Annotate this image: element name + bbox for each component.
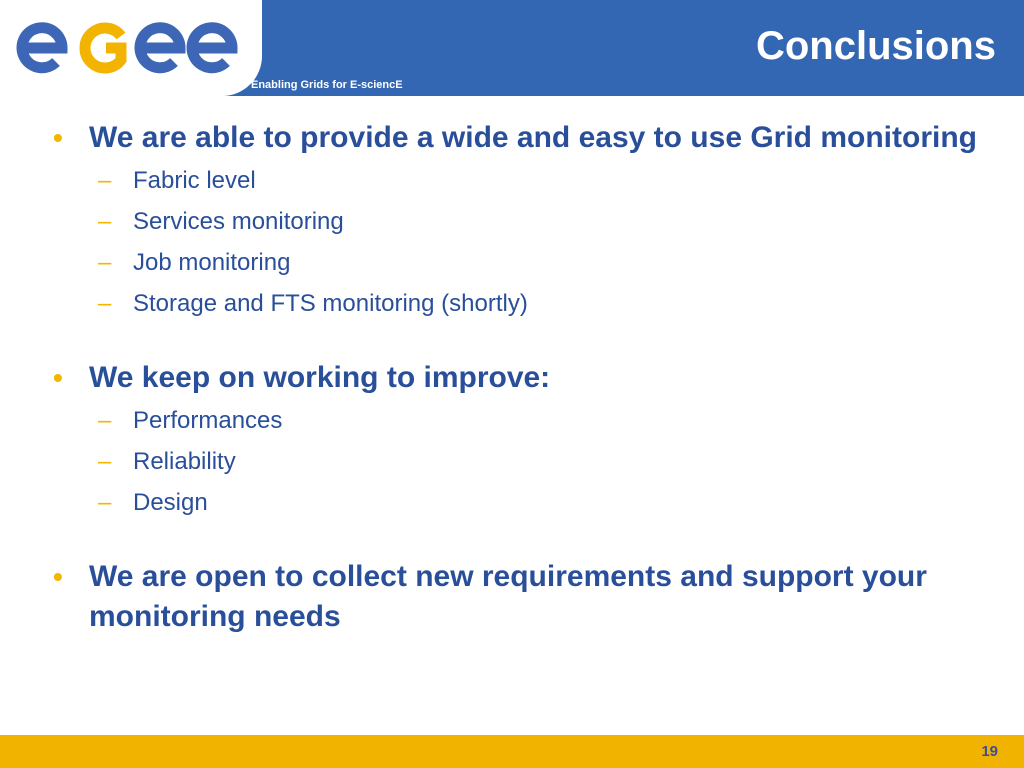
sub-list: [48, 400, 988, 523]
spacer: [48, 523, 988, 557]
bullet-item: [48, 358, 988, 398]
dash-icon: –: [98, 407, 112, 434]
bullet-item: [48, 557, 988, 637]
slide-title: Conclusions: [755, 24, 996, 68]
sub-item-text: Services monitoring: [133, 208, 344, 235]
sub-item-text: Performances: [133, 407, 283, 434]
egee-logo: [10, 14, 238, 80]
sub-item: [48, 482, 988, 523]
dash-icon: –: [98, 489, 112, 516]
sub-item: [48, 283, 988, 324]
header-bar: [0, 0, 1024, 96]
dash-icon: –: [98, 249, 112, 276]
sub-list: [48, 160, 988, 324]
sub-item-text: Design: [133, 489, 208, 516]
sub-item: [48, 160, 988, 201]
dash-icon: –: [98, 290, 112, 317]
dash-icon: –: [98, 208, 112, 235]
bullet-icon: •: [53, 362, 63, 393]
sub-item-text: Storage and FTS monitoring (shortly): [133, 290, 528, 317]
sub-item-text: Job monitoring: [133, 249, 291, 276]
logo-panel: [0, 0, 262, 96]
footer-bar: [0, 735, 1024, 768]
dash-icon: –: [98, 167, 112, 194]
content-area: [48, 118, 988, 637]
dash-icon: –: [98, 448, 112, 475]
sub-item-text: Reliability: [133, 448, 236, 475]
bullet-text: We are able to provide a wide and easy to use Grid monitoring: [89, 121, 977, 154]
page-number: 19: [981, 743, 998, 760]
bullet-icon: •: [53, 561, 63, 592]
bullet-icon: •: [53, 122, 63, 153]
tagline: Enabling Grids for E-sciencE: [251, 79, 403, 91]
spacer: [48, 324, 988, 358]
bullet-item: [48, 118, 988, 158]
sub-item: [48, 400, 988, 441]
sub-item-text: Fabric level: [133, 167, 256, 194]
sub-item: [48, 441, 988, 482]
sub-item: [48, 242, 988, 283]
bullet-text: We keep on working to improve:: [89, 361, 551, 394]
sub-item: [48, 201, 988, 242]
bullet-text: We are open to collect new requirements and support your monitoring needs: [89, 560, 927, 633]
